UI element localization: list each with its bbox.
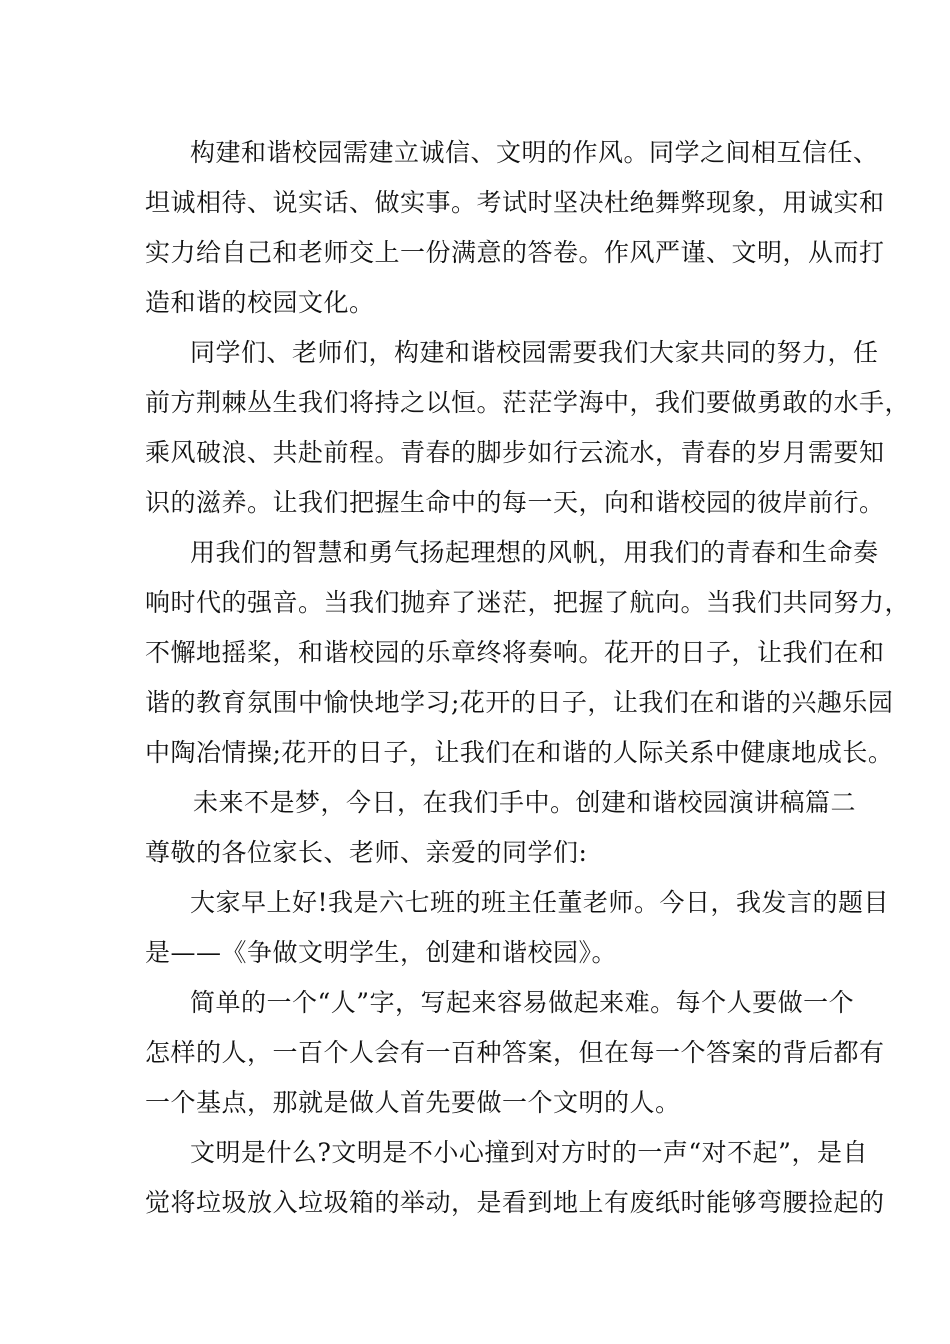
paragraph-line: 乘风破浪、共赴前程。青春的脚步如行云流水，青春的岁月需要知 [145,438,885,467]
paragraph-line: 大家早上好!我是六七班的班主任董老师。今日，我发言的题目 [190,888,890,917]
paragraph-line: 中陶冶情操;花开的日子，让我们在和谐的人际关系中健康地成长。 [145,738,894,767]
paragraph-line: 实力给自己和老师交上一份满意的答卷。作风严谨、文明，从而打 [145,238,885,267]
paragraph-line: 简单的一个“人”字，写起来容易做起来难。每个人要做一个 [190,988,855,1017]
body-text [145,128,911,1228]
paragraph-line: 一个基点，那就是做人首先要做一个文明的人。 [145,1088,681,1117]
paragraph-line: 前方荆棘丛生我们将持之以恒。茫茫学海中，我们要做勇敢的水手， [145,388,911,417]
salutation-line: 尊敬的各位家长、老师、亲爱的同学们: [145,838,588,867]
paragraph-line: 用我们的智慧和勇气扬起理想的风帆，用我们的青春和生命奏 [190,538,879,567]
paragraph-line: 造和谐的校园文化。 [145,288,375,317]
paragraph-line: 坦诚相待、说实话、做实事。考试时坚决杜绝舞弊现象，用诚实和 [145,188,885,217]
paragraph-line: 未来不是梦，今日，在我们手中。创建和谐校园演讲稿篇二 [193,788,857,817]
paragraph-line: 同学们、老师们，构建和谐校园需要我们大家共同的努力，任 [190,338,879,367]
paragraph-line: 不懈地摇桨，和谐校园的乐章终将奏响。花开的日子，让我们在和 [145,638,885,667]
paragraph-line: 构建和谐校园需建立诚信、文明的作风。同学之间相互信任、 [190,138,879,167]
paragraph-line: 响时代的强音。当我们抛弃了迷茫，把握了航向。当我们共同努力， [145,588,911,617]
paragraph-line: 识的滋养。让我们把握生命中的每一天，向和谐校园的彼岸前行。 [145,488,885,517]
paragraph-line: 谐的教育氛围中愉快地学习;花开的日子，让我们在和谐的兴趣乐园 [145,688,894,717]
paragraph-line: 怎样的人，一百个人会有一百种答案，但在每一个答案的背后都有 [145,1038,885,1067]
paragraph-line: 是——《争做文明学生，创建和谐校园》。 [145,938,618,967]
paragraph-line: 觉将垃圾放入垃圾箱的举动，是看到地上有废纸时能够弯腰捡起的 [145,1188,885,1217]
paragraph-line: 文明是什么?文明是不小心撞到对方时的一声“对不起”，是自 [190,1138,868,1167]
